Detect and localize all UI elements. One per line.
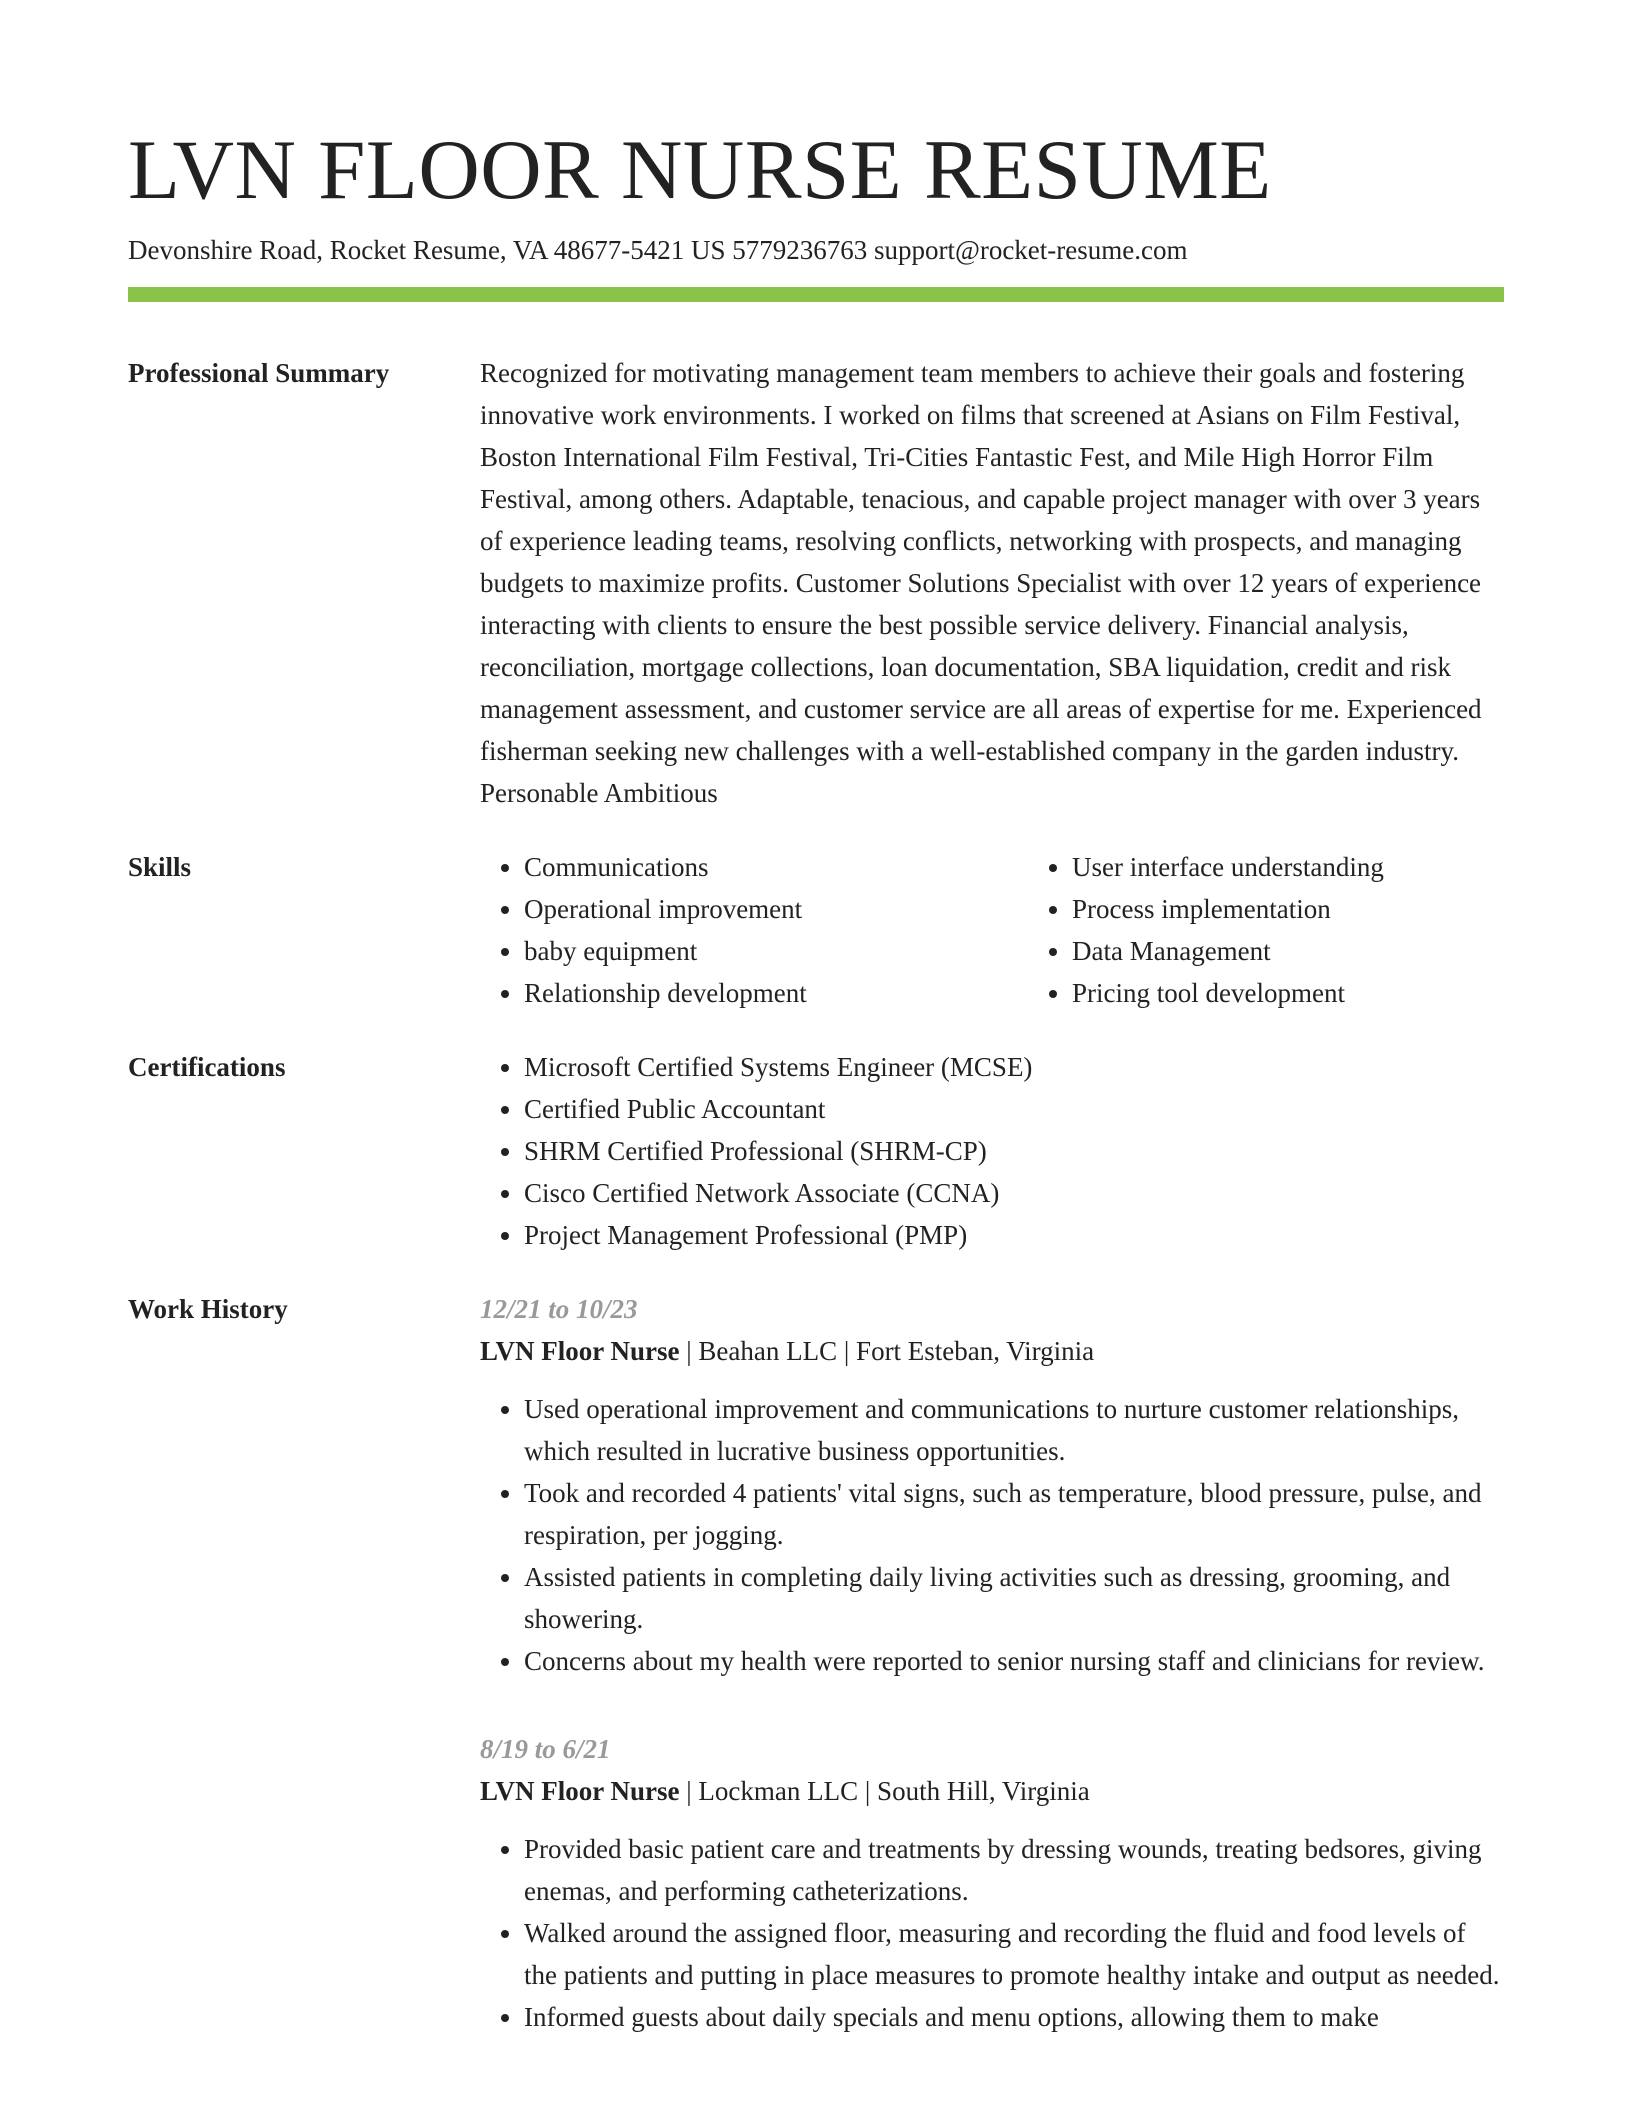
certifications-section [128,1046,1504,1256]
job-bullet: • Used operational improvement and communications to nurture customer relationships, which resulted in lucrative business opportunities. [524,1388,1504,1472]
job-bullet: • Provided basic patient care and treatments by dressing wounds, treating bedsores, giving enemas, and performing catheterizations. [524,1828,1504,1912]
certifications-body [480,1046,1504,1256]
skill-item: • Data Management [1072,930,1576,972]
job-dates: 8/19 to 6/21 [480,1734,611,1764]
job-separator: | [864,1776,871,1806]
skills-label: Skills [128,852,192,882]
skill-item: • Operational improvement [524,888,1028,930]
skill-item: • baby equipment [524,930,1028,972]
header-accent-rule [128,287,1504,302]
job-bullets [480,1388,1504,1682]
skill-item: • Relationship development [524,972,1028,1014]
certification-item: • Project Management Professional (PMP) [524,1214,1504,1256]
skills-column-1 [480,846,1028,1014]
job-entry [480,1288,1504,1682]
job-separator: | [686,1776,692,1806]
job-entry [480,1728,1504,2038]
skills-section [128,846,1504,1014]
certifications-list [480,1046,1504,1256]
skill-item: • User interface understanding [1072,846,1576,888]
job-separator: | [686,1336,692,1366]
contact-email: support@rocket-resume.com [873,235,1188,265]
job-heading [480,1330,1504,1372]
certifications-label: Certifications [128,1052,286,1082]
skill-item: • Pricing tool development [1072,972,1576,1014]
job-bullets [480,1828,1504,2038]
job-company: Beahan LLC [698,1336,838,1366]
certification-item: • SHRM Certified Professional (SHRM-CP) [524,1130,1504,1172]
summary-label: Professional Summary [128,358,390,388]
job-bullet: • Informed guests about daily specials and menu options, allowing them to make [524,1996,1504,2038]
contact-line [128,232,1504,268]
contact-phone: 5779236763 [732,235,868,265]
certification-item: • Microsoft Certified Systems Engineer (MCSE) [524,1046,1504,1088]
job-heading [480,1770,1504,1812]
skill-item: • Communications [524,846,1028,888]
skills-grid [480,846,1576,1014]
work-history-section [128,1288,1504,2084]
job-bullet: • Concerns about my health were reported to senior nursing staff and clinicians for review. [524,1640,1504,1682]
work-history-body [480,1288,1504,2084]
skill-item: • Process implementation [1072,888,1576,930]
summary-body [480,352,1504,814]
job-location: South Hill, Virginia [877,1776,1090,1806]
job-bullet: • Walked around the assigned floor, measuring and recording the fluid and food levels of the patients and putting in place measures to promote healthy intake and output as needed. [524,1912,1504,1996]
certification-item: • Cisco Certified Network Associate (CCNA) [524,1172,1504,1214]
summary-section [128,352,1504,814]
job-location: Fort Esteban, Virginia [856,1336,1095,1366]
job-bullet: • Took and recorded 4 patients' vital signs, such as temperature, blood pressure, pulse, and respiration, per jogging. [524,1472,1504,1556]
skills-column-2 [1028,846,1576,1014]
job-title: LVN Floor Nurse [480,1776,680,1806]
certification-item: • Certified Public Accountant [524,1088,1504,1130]
job-bullet: • Assisted patients in completing daily living activities such as dressing, grooming, and showering. [524,1556,1504,1640]
work-history-label: Work History [128,1294,288,1324]
job-dates: 12/21 to 10/23 [480,1294,638,1324]
summary-text: Recognized for motivating management team members to achieve their goals and fostering innovative work environments. I worked on films that screened at Asians on Film Festival, Boston International Film Festival, Tri-Cities Fantastic Fest, and Mile High Horror Film Festival, among others. Adaptable, tenacious, and capable project manager with over 3 years of experience leading teams, resolving conflicts, networking with prospects, and managing budgets to maximize profits. Customer Solutions Specialist with over 12 years of experience interacting with clients to ensure the best possible service delivery. Financial analysis, reconciliation, mortgage collections, loan documentation, SBA liquidation, credit and risk management assessment, and customer service are all areas of expertise for me. Experienced fisherman seeking new challenges with a well-established company in the garden industry. Personable Ambitious [480,358,1482,808]
resume-title: LVN FLOOR NURSE RESUME [128,123,1272,217]
contact-address: Devonshire Road, Rocket Resume, VA 48677-5421 US [128,235,726,265]
job-separator: | [843,1336,850,1366]
job-company: Lockman LLC [698,1776,859,1806]
job-title: LVN Floor Nurse [480,1336,680,1366]
